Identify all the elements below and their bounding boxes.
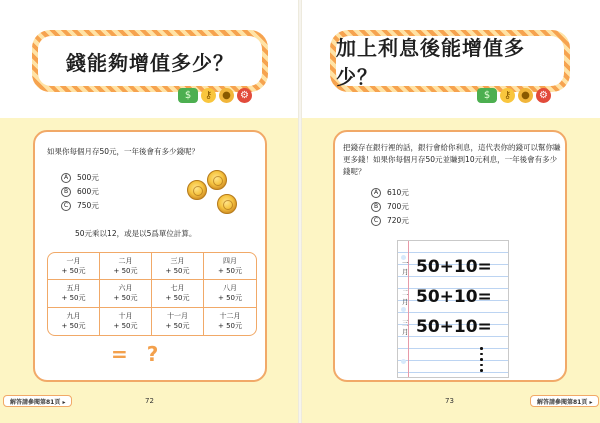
months-table	[47, 252, 257, 336]
coins-icon: ●	[518, 88, 533, 103]
key-icon: ⚷	[201, 88, 216, 103]
notebook-month: 三月	[402, 319, 409, 336]
month-cell: 九月 + 50元	[48, 308, 100, 335]
question-card	[33, 130, 267, 382]
question-card	[333, 130, 567, 382]
coin-icon	[187, 180, 207, 200]
answer-reference-tag[interactable]: 解答請參閱第81頁 ▸	[530, 395, 599, 407]
page-number: 73	[445, 397, 454, 405]
month-cell: 八月 + 50元	[204, 280, 256, 307]
option-text: 720元	[387, 216, 409, 225]
option-letter: C	[61, 201, 71, 211]
hint-text: 50元乘以12，或是以5爲單位計算。	[75, 229, 197, 238]
month-cell: 六月 + 50元	[100, 280, 152, 307]
notebook-month: 二月	[402, 289, 409, 306]
coins-icon: ●	[219, 88, 234, 103]
month-cell: 十二月 + 50元	[218, 312, 242, 331]
notebook-row	[402, 257, 492, 277]
continuation-dots	[480, 347, 483, 372]
title-banner	[32, 30, 268, 92]
notebook-expression: 50+10=	[416, 287, 492, 307]
month-cell: 二月 + 50元	[100, 253, 152, 280]
page-number: 72	[145, 397, 154, 405]
option-c[interactable]	[61, 200, 99, 211]
option-letter: C	[371, 216, 381, 226]
equals-question: = ?	[111, 342, 165, 366]
money-icon: $	[178, 88, 198, 103]
option-c[interactable]	[371, 215, 409, 226]
option-text: 750元	[77, 201, 99, 210]
option-a[interactable]	[371, 187, 409, 198]
gear-icon: ⚙	[237, 88, 252, 103]
notebook-illustration	[397, 240, 509, 378]
option-letter: A	[61, 173, 71, 183]
key-icon: ⚷	[500, 88, 515, 103]
notebook-row	[402, 317, 492, 337]
coin-icon	[217, 194, 237, 214]
month-cell: 七月 + 50元	[152, 280, 204, 307]
option-b[interactable]	[61, 186, 99, 197]
page-title: 加上利息後能增值多少？	[336, 36, 525, 89]
option-text: 700元	[387, 202, 409, 211]
topic-icons	[178, 88, 252, 103]
month-cell: 一月 + 50元	[48, 253, 100, 280]
notebook-expression: 50+10=	[416, 317, 492, 337]
notebook-expression: 50+10=	[416, 257, 492, 277]
coin-icon	[207, 170, 227, 190]
month-cell: 十一月 + 50元	[152, 308, 204, 335]
right-page	[300, 0, 600, 423]
topic-icons	[477, 88, 551, 103]
month-cell: 四月 + 50元	[204, 253, 256, 280]
option-letter: B	[371, 202, 381, 212]
option-letter: A	[371, 188, 381, 198]
option-text: 600元	[77, 187, 99, 196]
question-text: 如果你每個月存50元，一年後會有多少錢呢？	[47, 147, 200, 156]
month-cell: 三月 + 50元	[152, 253, 204, 280]
gear-icon: ⚙	[536, 88, 551, 103]
notebook-row	[402, 287, 492, 307]
notebook-month: 一月	[402, 259, 409, 276]
money-icon: $	[477, 88, 497, 103]
title-banner	[330, 30, 570, 92]
option-text: 500元	[77, 173, 99, 182]
month-cell: 十月 + 50元	[100, 308, 152, 335]
option-b[interactable]	[371, 201, 409, 212]
question-text: 把錢存在銀行裡的話，銀行會給你利息，這代表你的錢可以幫你賺更多錢！如果你每個月存50元並賺到10元利息，一年後會有多少錢呢？	[343, 143, 561, 176]
answer-reference-tag[interactable]: 解答請參閱第81頁 ▸	[3, 395, 72, 407]
page-title: 錢能夠增值多少？	[66, 50, 234, 75]
option-letter: B	[61, 187, 71, 197]
notebook-hole	[401, 307, 406, 312]
book-gutter	[298, 0, 302, 423]
notebook-hole	[401, 359, 406, 364]
option-a[interactable]	[61, 172, 99, 183]
option-text: 610元	[387, 188, 409, 197]
month-cell: 五月 + 50元	[48, 280, 100, 307]
